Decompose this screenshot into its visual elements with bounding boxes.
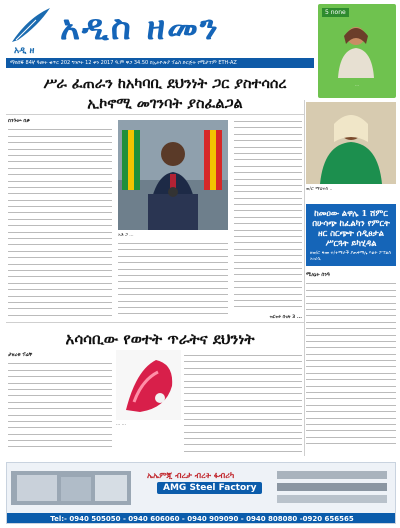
sidebar-text-lines [306, 280, 396, 446]
brand-name-english: AMG Steel Factory [157, 482, 262, 494]
sidebar-feature-box[interactable] [306, 204, 396, 266]
article1-right-lines [234, 118, 302, 310]
steel-sheets-image [11, 463, 131, 513]
article2-text-lines [8, 360, 112, 449]
second-headline[interactable]: አሳሳቢው የወተት ጥራትና ደህንነት [65, 330, 255, 348]
newspaper-title: አዲስ ዘመን [60, 8, 220, 48]
divider [6, 322, 304, 323]
article1-right-column [234, 118, 302, 318]
person-photo [336, 22, 376, 78]
ad-label: 5 none [322, 8, 349, 17]
main-headline[interactable]: ሥራ ፈጠራን ከአካባቢ ደህንነት ጋር ያስተሳሰረ ኢኮኖሚ መገንባት ያስፈልጋል [43, 75, 287, 112]
top-advertisement[interactable] [318, 4, 396, 98]
main-article-photo [118, 120, 228, 230]
milk-splash-photo [116, 350, 181, 420]
divider [6, 114, 304, 115]
article1-center-lines [118, 240, 228, 317]
steel-beams-image [273, 465, 393, 511]
article1-continued[interactable]: ዝርዝሩ በገጽ 3 ... [269, 315, 302, 320]
article1-byline: በንጉሡ በቃ [8, 118, 30, 124]
article2-right-column [184, 352, 302, 456]
sidebar-byline: ሚለኔት ሰንዓ [306, 272, 330, 278]
sidebar-feature-sub: ዘወ/ሮ ፋጡ ተ/ተማራች ያጠቀማሌ እልት ፖፐልስ አገሪሷ [310, 251, 391, 262]
vertical-divider [304, 100, 305, 456]
article1-left-column [8, 118, 112, 318]
photo-caption: አቶ ጋ ... [118, 233, 134, 238]
sidebar-text-column [306, 272, 396, 456]
article1-center-column [118, 240, 228, 320]
article2-byline: ታዘረቱ ፕሬቸ [8, 352, 33, 358]
article2-left-column [8, 352, 112, 456]
issue-info-bar: ማክሰኞ 84ኛ ዓመት ቁጥር 202 ግንቦት 12 ቀን 2017 ዓ.ም ዋጋ 34.50 በኢትዮጵያ ፕሬስ ድርጅት የሚታተም ETH-AZ [6, 58, 314, 68]
article1-text-lines [8, 126, 112, 318]
feather-logo-icon [6, 6, 54, 58]
contact-phones[interactable]: Tel:- 0940 505050 - 0940 606060 - 0940 909090 - 0940 808080 -0920 656565 [7, 513, 396, 524]
logo-text: አዲ ዘ [14, 46, 35, 56]
masthead [6, 6, 314, 68]
bottom-advertisement[interactable] [6, 462, 396, 524]
sidebar-feature-title: ከመዐው ልዋሌ 1 ሸምር በሁሳጭ ከፈልካን የምርት ዘር ስርጭት ሰዲፀታል ሥርጓት ይካሂዳል [312, 208, 390, 248]
photo2-caption: ... ... [116, 422, 127, 427]
brand-name-amharic: ኤኤምጂ ብረታ ብረት ፋብሪካ [147, 471, 235, 480]
sidebar-photo [306, 102, 396, 184]
sidebar-photo-caption: ወ/ሮ ማህተስ .. [306, 187, 333, 192]
article2-right-lines [184, 352, 302, 454]
ad-caption: ... [355, 82, 359, 87]
